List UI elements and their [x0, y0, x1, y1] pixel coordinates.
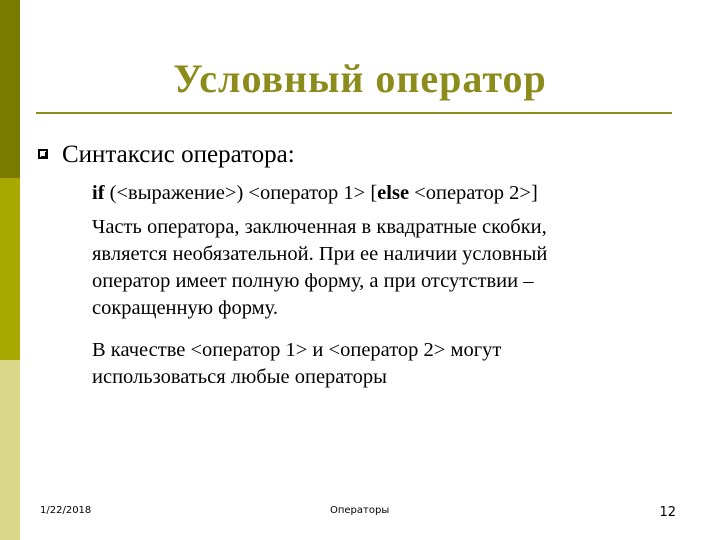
syntax-part-2: <оператор 2>] [409, 182, 538, 204]
side-bar-dark [0, 0, 20, 178]
syntax-part-1: (<выражение>) <оператор 1> [ [104, 182, 378, 204]
side-bar-mid [0, 178, 20, 360]
footer-date: 1/22/2018 [40, 505, 92, 516]
optional-part-paragraph [92, 214, 652, 322]
page-number: 12 [659, 505, 676, 520]
keyword-else: else [377, 182, 410, 204]
paragraph-line: Часть оператора, заключенная в квадратные скобки, [92, 216, 547, 238]
title-divider [36, 112, 672, 114]
paragraph-line: В качестве <оператор 1> и <оператор 2> могут [92, 339, 502, 361]
operators-paragraph [92, 337, 652, 391]
paragraph-line: оператор имеет полную форму, а при отсутствии – [92, 270, 534, 292]
syntax-line [92, 180, 652, 207]
side-bar-light [0, 360, 20, 540]
paragraph-line: является необязательной. При ее наличии условный [92, 243, 548, 265]
bullet-heading: Синтаксис оператора: [62, 141, 295, 168]
footer-title: Операторы [330, 505, 390, 516]
paragraph-line: сокращенную форму. [92, 297, 278, 319]
keyword-if: if [92, 182, 105, 204]
slide-title: Условный оператор [173, 56, 547, 101]
paragraph-line: использоваться любые операторы [92, 366, 387, 388]
square-bullet-icon [38, 149, 48, 159]
